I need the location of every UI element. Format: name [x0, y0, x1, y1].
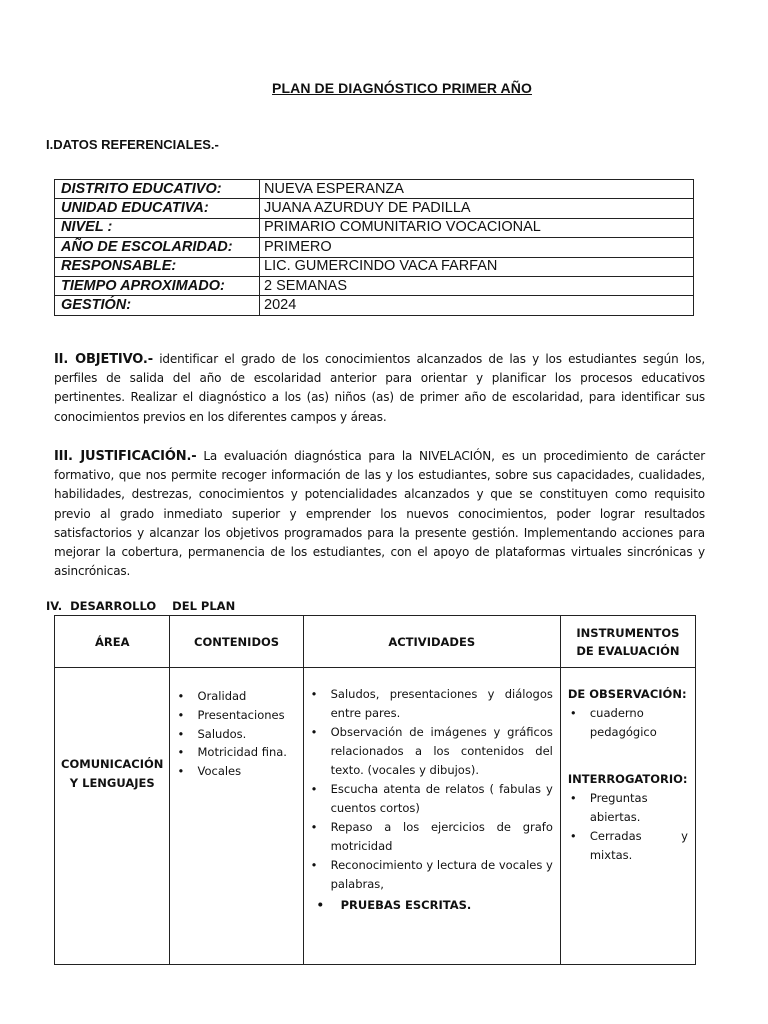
justification-text: La evaluación diagnóstica para la NIVELACIÓN, es un procedimiento de carácter formativo, que nos permite recoger información de las y los estudiantes, sobre sus capacidades, cualidades, habilidades, destrezas, conocimientos y potencialidades alcanzados y que se constituyen como requisito previo al grado inmediato superior y emprender los nuevos conocimientos, poder lograr resultados satisfactorios y alcanzar los objetivos programados para la presente gestión. Implementando acciones para mejorar la cobertura, permanencia de los estudiantes, con el apoyo de plataformas virtuales sincrónicas y asincrónicas. [54, 449, 705, 579]
table-header-row [55, 616, 696, 668]
ref-key: NIVEL : [55, 218, 260, 237]
ref-key: DISTRITO EDUCATIVO: [55, 180, 260, 199]
instrumentos-cell [560, 668, 695, 965]
list-item: • Vocales [175, 762, 297, 781]
table-row [55, 238, 694, 257]
bullet-icon: • [569, 828, 577, 843]
document-title: PLAN DE DIAGNÓSTICO PRIMER AÑO [272, 80, 532, 96]
list-item: • Oralidad [175, 687, 297, 706]
list-item: • Saludos. [175, 725, 297, 744]
list-item: • Escucha atenta de relatos ( fabulas y cuentos cortos) [310, 781, 553, 815]
reference-data-table [54, 179, 694, 316]
interrogatorio-heading: INTERROGATORIO: [567, 772, 688, 787]
area-cell [55, 668, 170, 965]
bullet-icon: • [316, 897, 324, 912]
ref-value: LIC. GUMERCINDO VACA FARFAN [260, 257, 694, 276]
ref-key: GESTIÓN: [55, 296, 260, 315]
ref-key: AÑO DE ESCOLARIDAD: [55, 238, 260, 257]
table-row [55, 199, 694, 218]
justification-paragraph [54, 447, 705, 581]
column-header-area: ÁREA [55, 616, 170, 668]
observacion-list [568, 704, 688, 742]
ref-key: UNIDAD EDUCATIVA: [55, 199, 260, 218]
list-item: • Preguntas abiertas. [569, 791, 648, 824]
list-item: • Saludos, presentaciones y diálogos entre pares. [310, 687, 553, 720]
column-header-instrumentos: INSTRUMENTOS DE EVALUACIÓN [560, 616, 695, 668]
contenidos-cell [170, 668, 303, 965]
table-row [55, 668, 696, 965]
bullet-icon: • [177, 764, 185, 779]
bullet-icon: • [177, 745, 185, 760]
bullet-icon: • [569, 791, 577, 806]
observacion-heading: DE OBSERVACIÓN: [567, 687, 687, 701]
table-row [55, 276, 694, 295]
list-item: • Repaso a los ejercicios de grafo motricidad [310, 820, 553, 853]
bullet-icon: • [310, 820, 318, 835]
table-row [55, 296, 694, 315]
bullet-icon: • [177, 726, 185, 741]
ref-key: TIEMPO APROXIMADO: [55, 276, 260, 295]
objective-heading: II. OBJETIVO.- [54, 352, 153, 367]
table-row [55, 257, 694, 276]
interrogatorio-list [568, 789, 688, 864]
bullet-icon: • [310, 687, 318, 701]
table-row [55, 218, 694, 237]
justification-heading: III. JUSTIFICACIÓN.- [54, 449, 197, 464]
section-heading-desarrollo: IV. DESARROLLO DEL PLAN [46, 599, 236, 613]
bullet-icon: • [310, 781, 318, 796]
ref-value: 2024 [260, 296, 694, 315]
list-item: • Motricidad fina. [175, 743, 297, 762]
list-item: • Observación de imágenes y gráficos relacionados a los contenidos del texto. (vocales y dibujos). [310, 725, 553, 777]
area-label: COMUNICACIÓN Y LENGUAJES [61, 757, 164, 790]
contenidos-list [171, 669, 301, 781]
bullet-icon: • [310, 858, 318, 873]
objective-text: identificar el grado de los conocimientos alcanzados de las y los estudiantes según los, perfiles de salida del año de escolaridad anterior para orientar y planificar los procesos educativos pertinentes. Realizar el diagnóstico a los (as) niños (as) de primer año de escolaridad, para identificar sus conocimientos previos en los diferentes campos y áreas. [54, 352, 706, 424]
ref-value: 2 SEMANAS [260, 276, 694, 295]
bullet-icon: • [569, 705, 577, 720]
list-item: • PRUEBAS ESCRITAS. [309, 896, 553, 915]
ref-key: RESPONSABLE: [55, 257, 260, 276]
table-row [55, 180, 694, 199]
bullet-icon: • [310, 725, 318, 740]
list-item: • Reconocimiento y lectura de vocales y palabras, [310, 858, 553, 891]
section-heading-datos-referenciales: I.DATOS REFERENCIALES.- [46, 137, 219, 152]
spacer [568, 741, 688, 770]
ref-value: PRIMERO [260, 238, 694, 257]
ref-value: NUEVA ESPERANZA [260, 180, 694, 199]
list-item: • Cerradas y mixtas. [569, 828, 688, 862]
bullet-icon: • [177, 707, 185, 722]
plan-table [54, 615, 696, 965]
actividades-list [305, 669, 559, 915]
list-item: • cuaderno pedagógico [569, 705, 657, 739]
ref-value: PRIMARIO COMUNITARIO VOCACIONAL [260, 218, 694, 237]
objective-paragraph [54, 350, 705, 427]
bullet-icon: • [177, 689, 185, 703]
column-header-actividades: ACTIVIDADES [303, 616, 560, 668]
actividades-cell [303, 668, 560, 965]
column-header-contenidos: CONTENIDOS [170, 616, 303, 668]
list-item: • Presentaciones [175, 706, 297, 725]
instrumentos-content [562, 669, 694, 864]
ref-value: JUANA AZURDUY DE PADILLA [260, 199, 694, 218]
